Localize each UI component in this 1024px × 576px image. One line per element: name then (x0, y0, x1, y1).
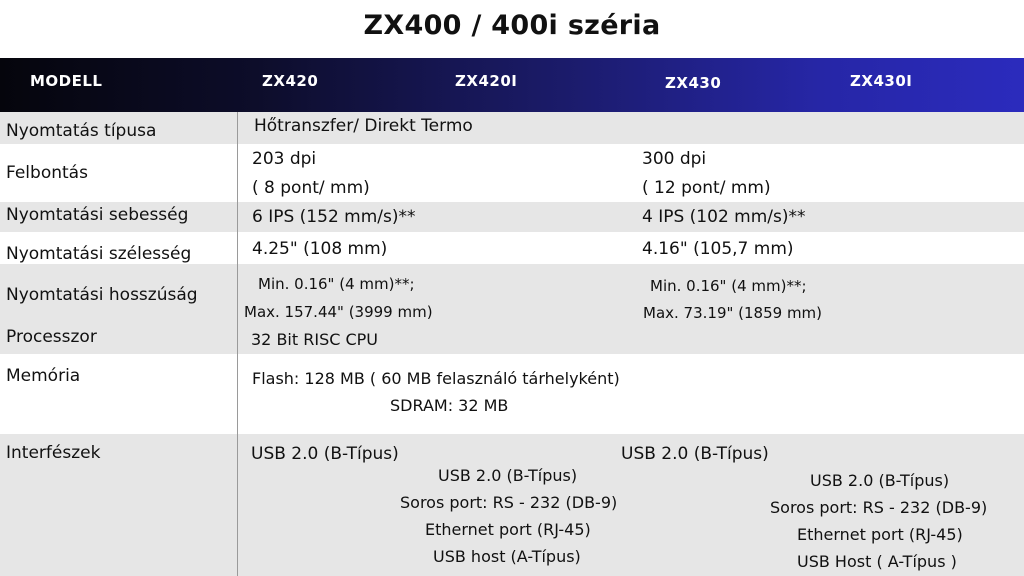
value-resolution-b1: 300 dpi (642, 149, 707, 169)
label-resolution: Felbontás (6, 163, 88, 183)
value-resolution-a1: 203 dpi (252, 149, 317, 169)
value-interfaces-zx430: USB 2.0 (B-Típus) (621, 444, 769, 464)
value-width-b: 4.16" (105,7 mm) (642, 239, 794, 259)
value-length-b2: Max. 73.19" (1859 mm) (643, 304, 823, 322)
value-interfaces-zx420i-serial: Soros port: RS - 232 (DB-9) (400, 493, 618, 512)
column-divider (237, 112, 238, 576)
value-interfaces-zx420i-usbhost: USB host (A-Típus) (433, 547, 581, 566)
label-processor: Processzor (6, 327, 97, 347)
label-width: Nyomtatási szélesség (6, 244, 192, 264)
value-print-type: Hőtranszfer/ Direkt Termo (254, 116, 473, 136)
label-speed: Nyomtatási sebesség (6, 205, 189, 225)
row-bg-processor (0, 324, 1024, 354)
label-length: Nyomtatási hosszúság (6, 285, 198, 305)
value-interfaces-zx420i-usb: USB 2.0 (B-Típus) (438, 466, 578, 485)
header-zx420: ZX420 (262, 72, 319, 90)
value-speed-a: 6 IPS (152 mm/s)** (252, 207, 416, 227)
value-interfaces-zx430i-usbhost: USB Host ( A-Típus ) (797, 552, 957, 571)
header-zx430: ZX430 (665, 74, 722, 92)
value-interfaces-zx430i-usb: USB 2.0 (B-Típus) (810, 471, 950, 490)
header-zx430i: ZX430I (850, 72, 913, 90)
value-length-a2: Max. 157.44" (3999 mm) (244, 303, 433, 321)
header-model: MODELL (30, 72, 103, 90)
value-processor: 32 Bit RISC CPU (251, 330, 379, 349)
value-interfaces-zx430i-ethernet: Ethernet port (RJ-45) (797, 525, 963, 544)
value-speed-b: 4 IPS (102 mm/s)** (642, 207, 806, 227)
value-interfaces-zx430i-serial: Soros port: RS - 232 (DB-9) (770, 498, 988, 517)
value-width-a: 4.25" (108 mm) (252, 239, 388, 259)
value-memory-flash: Flash: 128 MB ( 60 MB felasználó tárhelyként) (252, 369, 620, 388)
page-title: ZX400 / 400i széria (363, 10, 661, 41)
label-interfaces: Interfészek (6, 443, 101, 463)
value-memory-sdram: SDRAM: 32 MB (390, 396, 509, 415)
header-zx420i: ZX420I (455, 72, 518, 90)
value-interfaces-zx420: USB 2.0 (B-Típus) (251, 444, 399, 464)
label-memory: Memória (6, 366, 81, 386)
value-interfaces-zx420i-ethernet: Ethernet port (RJ-45) (425, 520, 591, 539)
label-print-type: Nyomtatás típusa (6, 121, 157, 141)
value-length-b1: Min. 0.16" (4 mm)**; (650, 277, 807, 295)
value-length-a1: Min. 0.16" (4 mm)**; (258, 275, 415, 293)
value-resolution-a2: ( 8 pont/ mm) (252, 178, 370, 198)
value-resolution-b2: ( 12 pont/ mm) (642, 178, 771, 198)
